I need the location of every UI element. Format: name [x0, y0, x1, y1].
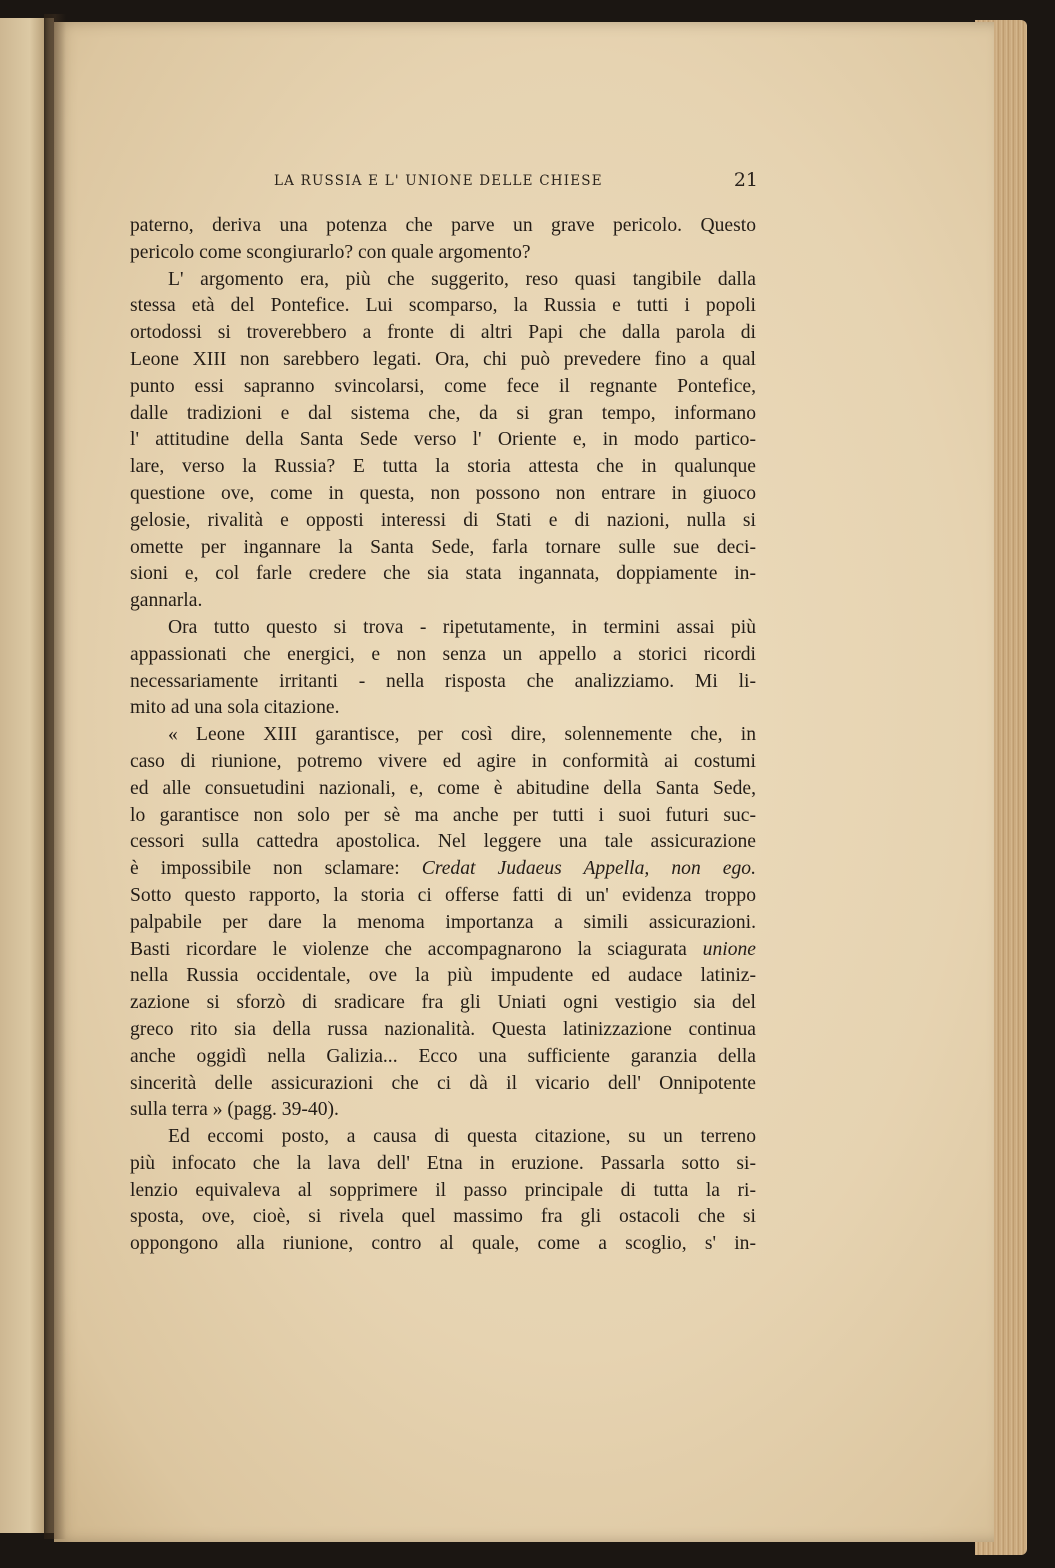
text-line: sposta, ove, cioè, si rivela quel massimo fra gli ostacoli che si: [130, 1206, 756, 1228]
text-line: zazione si sforzò di sradicare fra gli Uniati ogni vestigio sia del: [130, 992, 756, 1014]
text-line: questione ove, come in questa, non possono non entrare in giuoco: [130, 482, 756, 504]
text-line: « Leone XIII garantisce, per così dire, solennemente che, in: [168, 724, 756, 746]
text-line: omette per ingannare la Santa Sede, farla tornare sulle sue deci-: [130, 536, 756, 558]
text-line: ed alle consuetudini nazionali, e, come è abitudine della Santa Sede,: [130, 777, 756, 799]
body-text: [130, 213, 756, 1258]
text-line: anche oggidì nella Galizia... Ecco una sufficiente garanzia della: [130, 1045, 756, 1067]
text-line: greco rito sia della russa nazionalità. Questa latinizzazione continua: [130, 1018, 756, 1040]
text-segment: è impossibile non sclamare:: [130, 858, 422, 880]
text-line: Leone XIII non sarebbero legati. Ora, chi può prevedere fino a qual: [130, 348, 756, 370]
text-line: sulla terra » (pagg. 39-40).: [130, 1099, 339, 1121]
italic-word-unione: unione: [702, 938, 756, 960]
spine-shadow: [44, 14, 66, 1539]
text-line: Ora tutto questo si trova - ripetutamente, in termini assai più: [168, 616, 756, 638]
text-line: cessori sulla cattedra apostolica. Nel leggere una tale assicurazione: [130, 831, 756, 853]
text-line: Ed eccomi posto, a causa di questa citazione, su un terreno: [168, 1126, 756, 1148]
text-line: stessa età del Pontefice. Lui scomparso, la Russia e tutti i popoli: [130, 295, 756, 317]
text-line-with-latin: [130, 856, 756, 883]
text-line: lo garantisce non solo per sè ma anche per tutti i suoi futuri suc-: [130, 804, 756, 826]
text-segment: Basti ricordare le violenze che accompagnarono la sciagurata: [130, 938, 703, 960]
page-number: 21: [733, 169, 758, 191]
text-line: gelosie, rivalità e opposti interessi di Stati e di nazioni, nulla si: [130, 509, 756, 531]
text-line: pericolo come scongiurarlo? con quale argomento?: [130, 241, 531, 263]
running-head-title: LA RUSSIA E L' UNIONE DELLE CHIESE: [274, 173, 603, 189]
text-line: gannarla.: [130, 590, 203, 612]
text-line: nella Russia occidentale, ove la più impudente ed audace latiniz-: [130, 965, 756, 987]
text-line: l' attitudine della Santa Sede verso l' Oriente e, in modo partico-: [130, 429, 756, 451]
text-line: lare, verso la Russia? E tutta la storia attesta che in qualunque: [130, 456, 756, 478]
text-line: Sotto questo rapporto, la storia ci offerse fatti di un' evidenza troppo: [130, 884, 756, 906]
text-line: più infocato che la lava dell' Etna in eruzione. Passarla sotto si-: [130, 1152, 756, 1174]
text-line-with-italic: [130, 937, 756, 964]
text-line: L' argomento era, più che suggerito, reso quasi tangibile dalla: [168, 268, 756, 290]
text-line: dalle tradizioni e dal sistema che, da si gran tempo, informano: [130, 402, 756, 424]
text-line: palpabile per dare la menoma importanza a simili assicurazioni.: [130, 911, 756, 933]
text-line: punto essi sapranno svincolarsi, come fece il regnante Pontefice,: [130, 375, 756, 397]
text-line: sincerità delle assicurazioni che ci dà il vicario dell' Onnipotente: [130, 1072, 756, 1094]
text-line: caso di riunione, potremo vivere ed agire in conformità ai costumi: [130, 750, 756, 772]
text-line: appassionati che energici, e non senza un appello a storici ricordi: [130, 643, 756, 665]
text-line: sioni e, col farle credere che sia stata ingannata, doppiamente in-: [130, 563, 756, 585]
text-line: necessariamente irritanti - nella risposta che analizziamo. Mi li-: [130, 670, 756, 692]
text-line: mito ad una sola citazione.: [130, 697, 340, 719]
text-line: oppongono alla riunione, contro al quale, come a scoglio, s' in-: [130, 1233, 756, 1255]
text-line: lenzio equivaleva al sopprimere il passo principale di tutta la ri-: [130, 1179, 756, 1201]
text-line: paterno, deriva una potenza che parve un grave pericolo. Questo: [130, 215, 756, 236]
latin-quotation: Credat Judaeus Appella, non ego.: [421, 858, 756, 880]
text-line: ortodossi si troverebbero a fronte di altri Papi che dalla parola di: [130, 322, 756, 344]
running-head: [274, 170, 768, 194]
